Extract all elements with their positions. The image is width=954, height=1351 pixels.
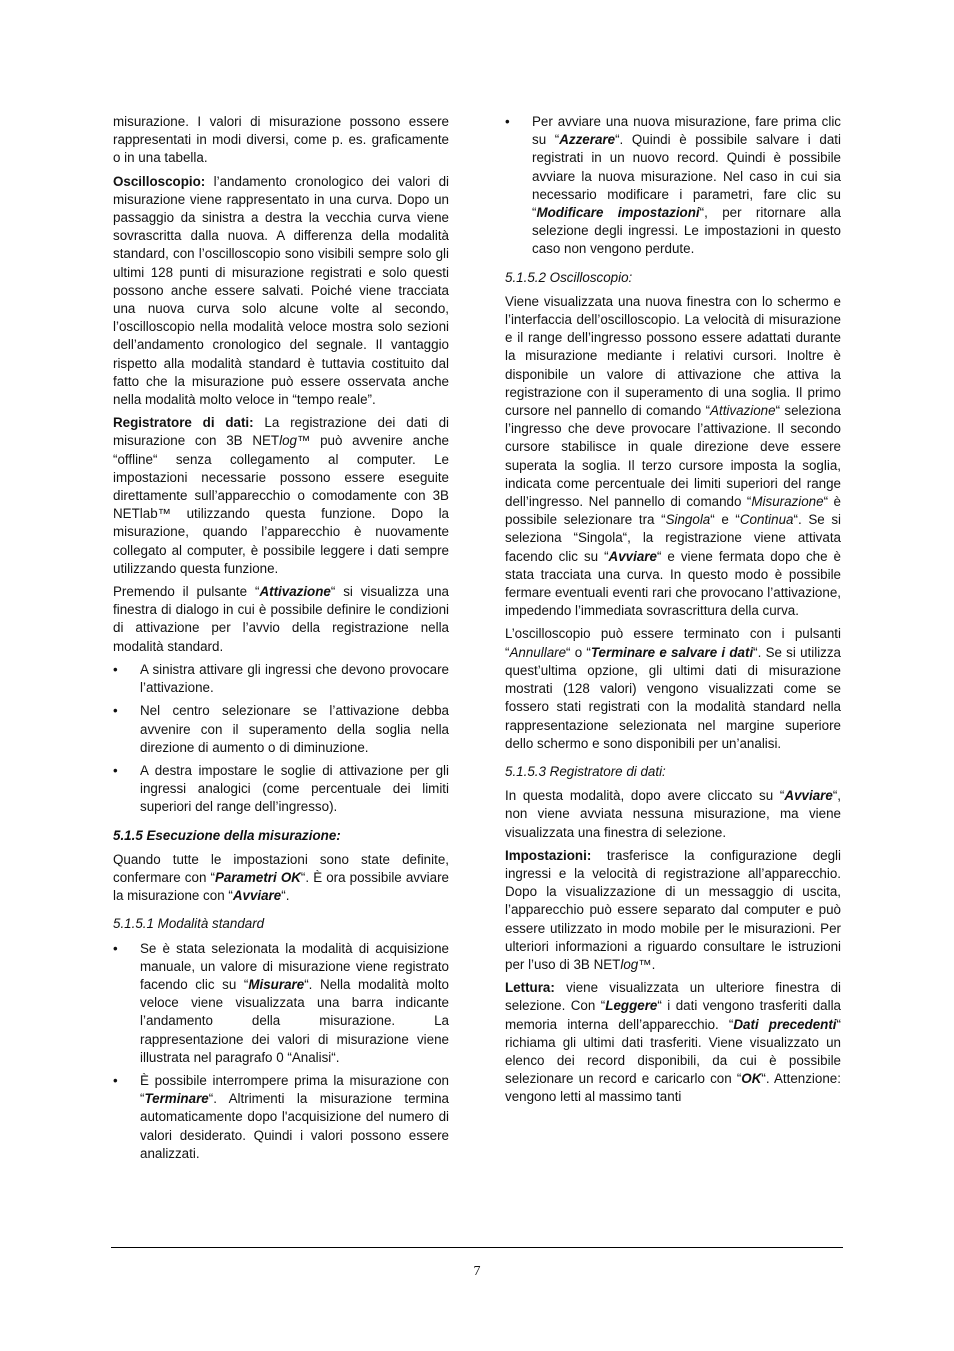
bullet-icon: • [113, 703, 118, 719]
bullet-icon: • [113, 940, 118, 956]
paragraph-execution: Quando tutte le impostazioni sono state definite, confermare con “Parametri OK“. È ora possibile avviare la misurazione con “Avviare“. [113, 851, 450, 904]
section-heading-5-1-5-2: 5.1.5.2 Oscilloscopio: [505, 269, 633, 285]
section-heading-5-1-5: 5.1.5 Esecuzione della misurazione: [113, 827, 341, 843]
bullet-icon: • [113, 1072, 118, 1088]
button-name-azzerare: Azzerare [559, 132, 616, 148]
list-item: • A sinistra attivare gli ingressi che devono provocare l’attivazione. [113, 661, 449, 696]
paragraph-settings: Impostazioni: trasferisce la configurazione degli ingressi e la velocità di registrazione all’apparecchio. Dopo la visualizzazione di un messaggio di uscita, l’apparecchio può essere separato dal computer e può essere utilizzato in modo mobile per le misurazioni. Per ulteriori informazioni a riguardo consultare le istruzioni per l’uso di 3B NETlog™. [505, 847, 841, 972]
standard-mode-list [113, 940, 449, 1163]
list-item: • Nel centro selezionare se l’attivazione debba avvenire con il superamento della soglia nella direzione di aumento o di diminuzione. [113, 703, 449, 755]
button-name-parametri-ok: Parametri OK [214, 869, 301, 885]
paragraph-oscilloscope-end: L’oscilloscopio può essere terminato con i pulsanti “Annullare“ o “Terminare e salvare i dati“. Se si utilizza quest’ultima opzione, gli ultimi dati di misurazione mostrati (128 valori) vengono visualizzati come se fossero stati registrati con la modalità standard nella rappresentazione selezionata nel margine superiore dello schermo e sono disponibili per un’analisi. [505, 626, 842, 751]
section-heading-5-1-5-1: 5.1.5.1 Modalità standard [113, 916, 265, 932]
bullet-icon: • [113, 661, 118, 677]
list-item: • È possibile interrompere prima la misurazione con “Terminare“. Altrimenti la misurazione termina automaticamente dopo l'acquisizione del numero di valori desiderato. Quindi i valori possono essere analizzati. [113, 1072, 449, 1161]
footer-rule [111, 1247, 843, 1248]
button-name-modificare-impostazioni: Modificare impostazioni [536, 205, 700, 221]
button-name-ok: OK [741, 1071, 762, 1087]
button-name-avviare: Avviare [232, 888, 282, 904]
button-name-terminare: Terminare [144, 1091, 209, 1107]
bullet-icon: • [113, 762, 118, 778]
page-number: 7 [473, 1264, 481, 1279]
bullet-icon: • [505, 114, 510, 129]
term-data-logger: Registratore di dati: [113, 415, 254, 431]
button-name-avviare: Avviare [608, 548, 657, 564]
button-name-avviare: Avviare [784, 788, 833, 804]
left-column [113, 113, 449, 1168]
right-column [505, 113, 841, 1112]
button-name-leggere: Leggere [605, 998, 658, 1014]
new-measurement-list [505, 113, 841, 259]
term-oscilloscope: Oscilloscopio: [113, 173, 206, 189]
paragraph-intro: misurazione. I valori di misurazione possono essere rappresentati in modi diversi, come p. es. graficamente o in una tabella. [113, 114, 449, 166]
button-name-attivazione: Attivazione [259, 584, 331, 600]
button-name-misurare: Misurare [248, 976, 305, 992]
paragraph-oscilloscope: Oscilloscopio: l’andamento cronologico dei valori di misurazione viene rappresentato in una curva. Dopo un passaggio da sinistra a destra la vecchia curva viene sovrascritta dalla nuova. A differenza della modalità standard, con l’oscilloscopio sono visibili sempre solo gli ultimi 128 punti di misurazione registrati e solo questi possono anche essere salvati. Poiché viene tracciata una nuova curva solo alcune volte al secondo, l’oscilloscopio nella modalità veloce mostra solo sezioni dell’andamento cronologico del segnale. Il vantaggio rispetto alla modalità standard è tuttavia costituito dal fatto che la misurazione può essere osservata anche nella modalità molto veloce in “tempo reale”. [113, 173, 449, 408]
paragraph-trigger: Premendo il pulsante “Attivazione“ si visualizza una finestra di dialogo in cui è possibile definire le condizioni di attivazione per l’avvio della registrazione nella modalità standard. [113, 584, 450, 654]
list-item: • A destra impostare le soglie di attivazione per gli ingressi analogici (come percentuale dei limiti superiori del range dell’ingresso). [113, 762, 449, 815]
trigger-list [113, 661, 449, 817]
list-item: • Per avviare una nuova misurazione, fare prima clic su “Azzerare“. Quindi è possibile salvare i dati registrati in un nuovo record. Quindi è possibile avviare la nuova misurazione. Nel caso in cui sia necessario modificare i parametri, fare clic su “Modificare impostazioni“, per ritornare alla selezione degli ingressi. Le impostazioni in questo caso non vengono perdute. [505, 114, 841, 257]
paragraph-data-logger: Registratore di dati: La registrazione dei dati di misurazione con 3B NETlog™ può avvenire anche “offline“ senza collegamento al computer. Le impostazioni necessarie possono essere eseguite direttamente sull’apparecchio o comodamente con 3B NETlab™ utilizzando questa funzione. Dopo la misurazione, quando l’apparecchio è nuovamente collegato al computer, è possibile leggere i dati sempre utilizzando questa funzione. [113, 415, 449, 576]
paragraph-reading: Lettura: viene visualizzata un ulteriore finestra di selezione. Con “Leggere“ i dati vengono trasferiti dalla memoria interna dell’apparecchio. “Dati precedenti“ richiama gli ultimi dati trasferiti. Viene visualizzato un elenco dei record disponibili, da cui è possibile selezionare un record e caricarlo con “OK“. Attenzione: vengono letti al massimo tanti [505, 980, 842, 1105]
list-item: • Se è stata selezionata la modalità di acquisizione manuale, un valore di misurazione viene registrato facendo clic su “Misurare“. Nella modalità molto veloce viene visualizzata una barra indicante l’andamento della misurazione. La rappresentazione dei valori di misurazione viene illustrata nel paragrafo 0 “Analisi“. [113, 940, 449, 1065]
term-lettura: Lettura: [505, 980, 555, 996]
term-impostazioni: Impostazioni: [505, 847, 592, 863]
section-heading-5-1-5-3: 5.1.5.3 Registratore di dati: [505, 763, 666, 779]
paragraph-oscilloscope-mode: Viene visualizzata una nuova finestra con lo schermo e l’interfaccia dell’oscilloscopio. La velocità di misurazione e il range dell’ingresso possono essere adattati durante la misurazione mediante i relativi cursori. Inoltre è disponibile un valore di attivazione che attiva la registrazione con il superamento di una soglia. Il primo cursore nel pannello di comando “Attivazione“ seleziona l’ingresso che deve provocare l’attivazione. Il secondo cursore stabilisce in quale direzione deve essere superata la soglia. Il terzo cursore imposta la soglia, indicata come percentuale dei limiti superiori del range dell’ingresso. Nel pannello di comando “Misurazione“ è possibile selezionare tra “Singola“ e “Continua“. Se si seleziona “Singola“, la registrazione viene attivata facendo clic su “Avviare“ e viene fermata dopo che è stata tracciata una curva. In questo modo è possibile fermare eventuali eventi rari che provocano l’attivazione, impedendo l’immediata sovrascrittura della curva. [505, 293, 841, 619]
button-name-dati-precedenti: Dati precedenti [733, 1016, 837, 1032]
paragraph-data-logger-mode: In questa modalità, dopo avere cliccato su “Avviare“, non viene avviata nessuna misurazione, ma viene visualizzata una finestra di selezione. [505, 788, 841, 840]
button-name-terminare-salvare: Terminare e salvare i dati [590, 644, 754, 660]
